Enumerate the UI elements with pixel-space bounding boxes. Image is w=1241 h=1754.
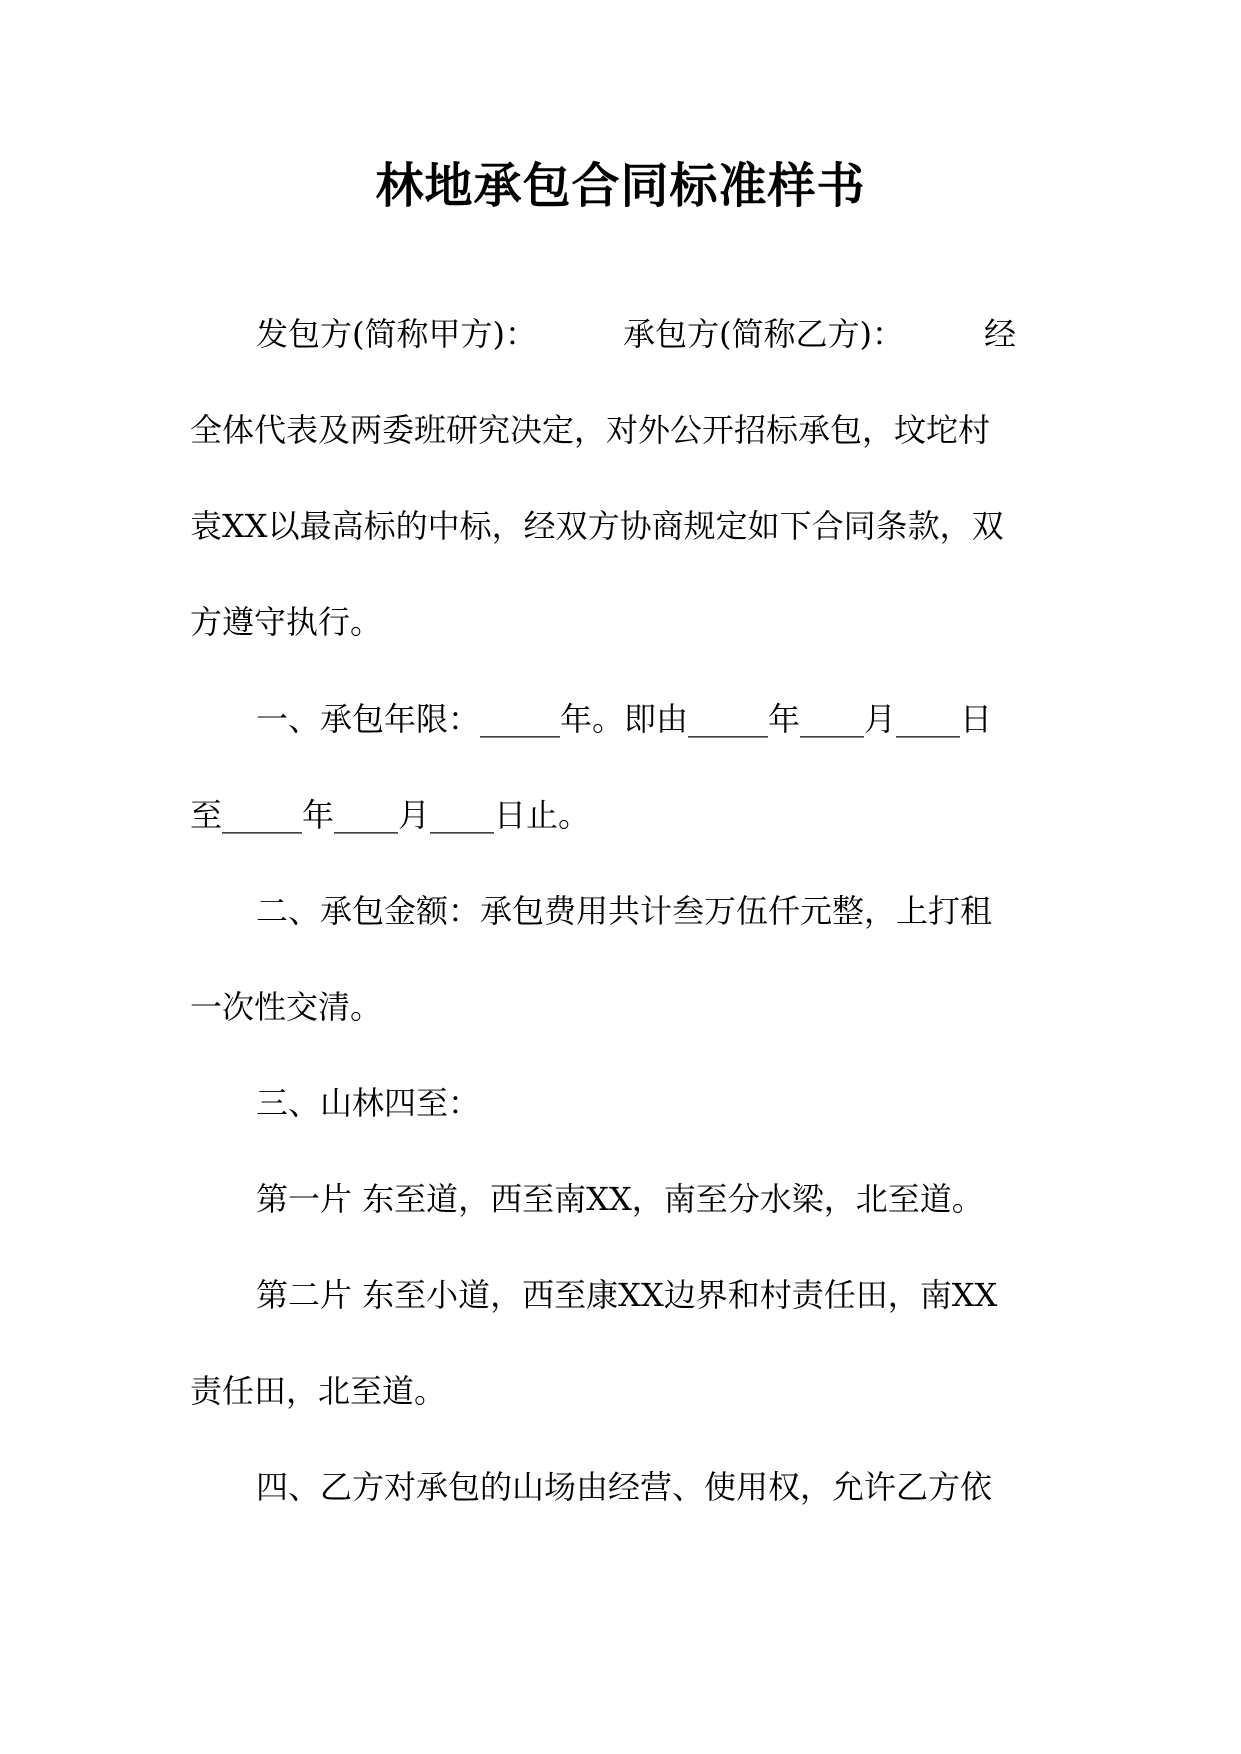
intro-parties-line [256, 312, 1050, 356]
clause3-heading: 三、山林四至： [256, 1084, 481, 1122]
document-title: 林地承包合同标准样书 [375, 158, 866, 214]
intro-line-4: 方遵守执行。 [190, 603, 383, 641]
clause2-line-1: 二、承包金额：承包费用共计叁万伍仟元整，上打租 [256, 892, 993, 930]
clause3-plot2-line-1: 第二片 东至小道，西至康XX边界和村责任田，南XX [256, 1276, 998, 1314]
party-a-label: 发包方(简称甲方)： [256, 315, 537, 353]
clause2-line-2: 一次性交清。 [190, 988, 383, 1026]
clause3-plot1: 第一片 东至道，西至南XX，南至分水梁，北至道。 [256, 1180, 984, 1218]
clause1-line-2: 至_____年____月____日止。 [190, 796, 591, 834]
intro-line-2: 全体代表及两委班研究决定，对外公开招标承包，坟坨村 [190, 411, 991, 449]
party-b-label: 承包方(简称乙方)： [622, 315, 904, 353]
intro-line-3: 袁XX以最高标的中标，经双方协商规定如下合同条款，双 [190, 507, 1004, 545]
clause3-plot2-line-2: 责任田，北至道。 [190, 1372, 447, 1410]
clause4-line-1: 四、乙方对承包的山场由经营、使用权，允许乙方依 [256, 1468, 993, 1506]
clause1-line-1: 一、承包年限：_____年。即由_____年____月____日 [256, 700, 993, 738]
intro-line1-tail: 经 [983, 315, 1016, 353]
